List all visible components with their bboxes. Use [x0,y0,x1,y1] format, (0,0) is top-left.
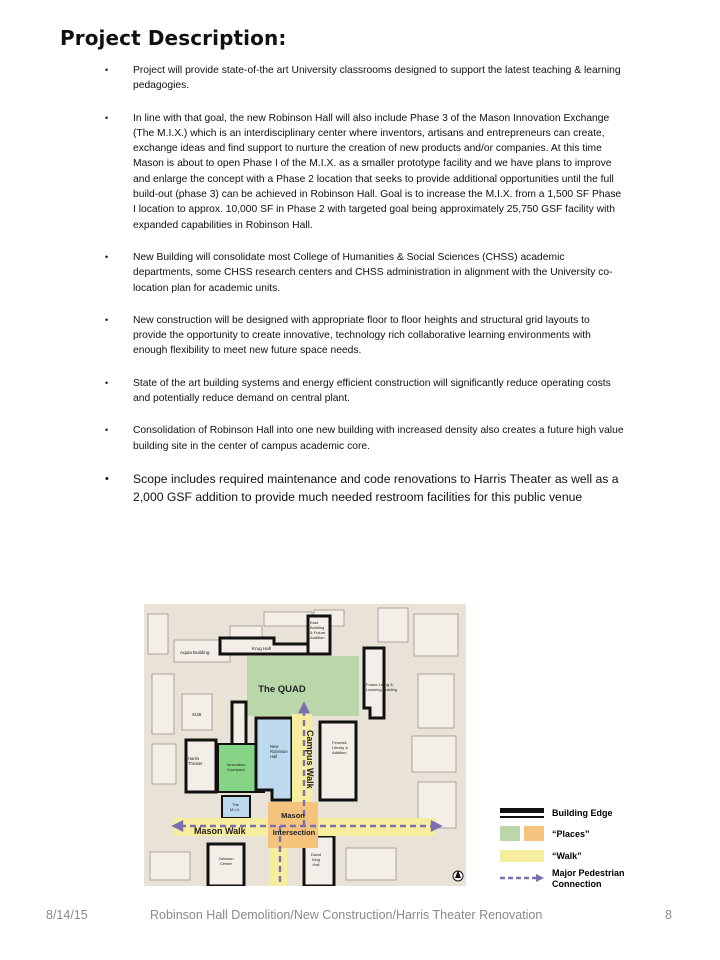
label-dking-3: Hall [312,862,320,867]
label-krug: Krug Hall [252,646,271,651]
label-johnson-2: Center [219,861,233,866]
label-east-2: Building [310,625,325,630]
bullet-item [105,250,625,296]
bullet-item [105,313,625,359]
label-fenwick-3: Addition [332,750,347,755]
legend-svg [498,806,658,890]
legend-building-edge: Building Edge [552,808,613,818]
label-mason-2: Intersection [272,828,316,837]
bullet-icon: • [105,112,109,123]
footer-date: 8/14/15 [46,908,88,922]
building-northeast [378,608,408,642]
label-mix-1: The [232,802,239,807]
bullet-text: Project will provide state-of-the art University classrooms designed to support the latest teaching & learning pedagogies. [133,65,621,92]
label-innov-2: Courtyard [227,767,245,772]
legend-major-1: Major Pedestrian [552,868,625,878]
harris-theater-edge [186,740,216,792]
campus-map-svg [144,604,466,886]
label-johnson-1: Johnson [218,856,234,861]
label-fenwick-2: Library & [332,745,349,750]
fenwick-library-edge [320,722,356,800]
label-newrob-1: New [270,744,279,749]
label-mix-2: M.I.X. [230,807,241,812]
building-north [264,612,312,626]
bullet-text: In line with that goal, the new Robinson Hall will also include Phase 3 of the Mason Innovation Exchange (The M.I.X.) which is an interdisciplinary center where inventors, artisans and entrepreneurs can create, exchange ideas and find support to nurture the creation of new products and/or companies. At this time Mason is about to open Phase I of the M.I.X. as a smaller prototype facility and we have plans to improve and enlarge the concept with a Phase 2 location that seeks to provide additional opportunities until the full build-out (phase 3) can be achieved in Robinson Hall. Goal is to increase the M.I.X. from a 1,500 SF Phase I location to approx. 10,000 SF in Phase 2 with targeted goal being approximately 25,750 GSF facility with expanded capabilities in Robinson Hall. [133,112,622,231]
label-dking-1: David [310,852,322,857]
label-aquia: Aquia Building [180,650,210,655]
label-east-3: & Future [310,630,326,635]
bullet-icon: • [105,425,109,436]
bullet-item [105,63,625,94]
page-title: Project Description: [60,26,287,50]
description-bullets [105,63,625,523]
building-west-block [152,674,174,734]
footer [0,908,720,924]
building-far-west [148,614,168,654]
footer-title: Robinson Hall Demolition/New Construction/Harris Theater Renovation [150,908,543,922]
label-quad: The QUAD [258,684,306,695]
legend-places-green-swatch [500,826,520,841]
label-innov-1: Innovation [227,762,246,767]
bullet-text: New Building will consolidate most College of Humanities & Social Sciences (CHSS) academic departments, some CHSS research centers and CHSS administration in alignment with the University co-location plan for academic units. [133,251,613,294]
bullet-text: State of the art building systems and energy efficient construction will significantly reduce operating costs and potentially reduce demand on central plant. [133,377,611,405]
label-sub: SUB [192,712,202,717]
bullet-icon: • [105,314,109,325]
label-future-2: Learning Building [366,687,397,692]
west-quad-edge [232,702,246,746]
bullet-item [105,111,625,233]
legend-building-edge-swatch [500,808,544,813]
legend-arrow-icon [536,874,544,882]
legend-places: “Places” [552,829,590,839]
map-legend [498,806,658,890]
building-east-block-2 [412,736,456,772]
bullet-text: New construction will be designed with appropriate floor to floor heights and structural grid layouts to provide the opportunity to create innovative, technology rich collaborative learning environments with enough flexibility to meet new future space needs. [133,314,591,357]
building-southwest [152,744,176,784]
bullet-text: Scope includes required maintenance and code renovations to Harris Theater as well as a 2,000 GSF addition to provide much needed restroom facilities for this public venue [133,471,619,504]
bullet-text: Consolidation of Robinson Hall into one new building with increased density also creates a future high value building site in the center of campus academic core. [133,425,624,452]
label-campus-walk: Campus Walk [305,730,315,789]
bullet-icon: • [105,65,109,75]
building-far-northeast [414,614,458,656]
new-robinson-hall [256,718,292,800]
bullet-item [105,376,625,407]
page-number: 8 [665,908,672,922]
legend-major-2: Connection [552,879,602,889]
label-newrob-2: Robinson [270,749,288,754]
label-newrob-3: Hall [270,754,278,759]
building-east-block [418,674,454,728]
bullet-icon: • [105,251,109,262]
label-harris-2: Theater [188,761,203,766]
label-dking-2: King [311,857,321,862]
legend-places-orange-swatch [524,826,544,841]
label-harris-1: Harris [188,756,200,761]
legend-walk: “Walk” [552,851,582,861]
building-south-west [150,852,190,880]
campus-map [144,604,466,886]
label-east-4: Addition [310,635,325,640]
label-east-1: East [310,620,319,625]
bullet-item [105,423,625,454]
label-fenwick-1: Fenwick [332,740,347,745]
label-mason-1: Mason [281,811,305,820]
bullet-item [105,471,625,506]
label-mason-walk: Mason Walk [194,826,246,836]
legend-walk-swatch [500,850,544,862]
bullet-icon: • [105,377,109,388]
building-south-east [346,848,396,880]
label-future-1: Future Living & [366,682,393,687]
bullet-icon: • [105,472,109,485]
